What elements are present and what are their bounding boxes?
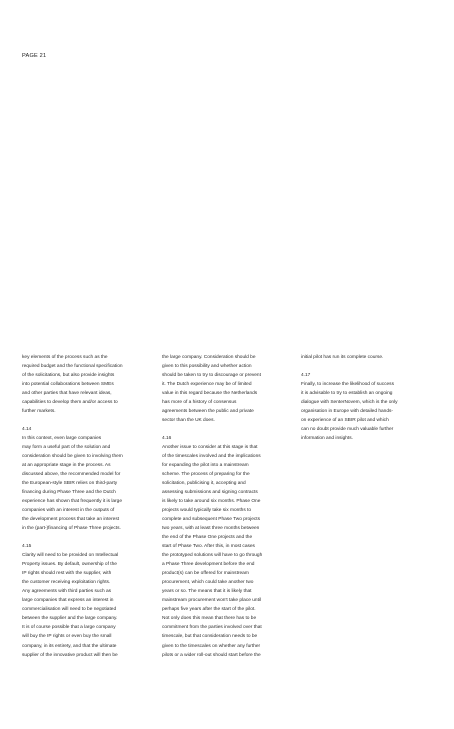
text-line: Any agreements with third parties such as xyxy=(22,589,112,595)
text-line: key elements of the process such as the xyxy=(22,355,108,360)
text-line: of the timescales involved and the implications xyxy=(162,454,261,460)
text-line: into potential collaborations between SMEs xyxy=(22,382,114,388)
text-line: consideration should be given to involving them xyxy=(22,454,123,460)
text-line: 4.14 xyxy=(22,427,32,433)
paragraph-gap xyxy=(162,425,290,434)
text-line: mainstream procurement won't take place until xyxy=(162,598,262,604)
text-line: discussed above, the recommended model for xyxy=(22,472,121,478)
text-line: scheme. The process of preparing for the xyxy=(162,472,250,478)
text-line: complete and subsequent Phase Two projects xyxy=(162,517,261,523)
text-line: IP rights should rest with the supplier, with xyxy=(22,571,112,577)
text-line: two years, with at least three months between xyxy=(162,526,260,532)
text-line: should be taken to try to discourage or prevent xyxy=(162,373,261,379)
text-line: it. The Dutch experience may be of limited xyxy=(162,382,252,388)
text-line: for expanding the pilot into a mainstream xyxy=(162,463,249,469)
text-line: Another issue to consider at this stage is that xyxy=(162,445,258,451)
text-line: at an appropriate stage in the process. As xyxy=(22,463,111,469)
text-line: solicitation, publicising it, accepting and xyxy=(162,481,246,487)
text-line: 4.17 xyxy=(301,373,311,379)
text-line: of the solicitations, but also provide insights xyxy=(22,373,115,379)
paragraph-gap xyxy=(22,416,150,425)
text-line: the end of the Phase One projects and the xyxy=(162,535,253,541)
text-line: Property issues. By default, ownership of the xyxy=(22,562,117,568)
text-line: has more of a history of consensus xyxy=(162,400,237,406)
text-line: product(s) can be offered for mainstream xyxy=(162,571,249,577)
text-line: years or so. The means that it is likely that xyxy=(162,589,252,595)
text-line: will buy the IP rights or even buy the small xyxy=(22,634,112,640)
text-line: assessing submissions and signing contracts xyxy=(162,490,258,496)
paragraph-gap xyxy=(22,533,150,542)
text-line: given to the timescales on whether any further xyxy=(162,643,261,649)
text-line: commitment from the parties involved over that xyxy=(162,625,262,631)
text-line: Clarity will need to be provided on Intellectual xyxy=(22,553,119,559)
text-line: large companies that express an interest in xyxy=(22,598,114,604)
text-line: is likely to take around six months. Phase One xyxy=(162,499,261,505)
text-column-2 xyxy=(162,353,290,660)
text-line: experience has shown that frequently it is large xyxy=(22,499,122,505)
text-line: information and insights. xyxy=(301,436,353,442)
text-line: can no doubt provide much valuable further xyxy=(301,427,394,433)
text-line: financing during Phase Three and the Dutch xyxy=(22,490,116,496)
text-line: may form a useful part of the solution and xyxy=(22,445,111,451)
text-line: agreements between the public and private xyxy=(162,409,254,415)
text-line: the prototyped solutions will have to go through xyxy=(162,553,263,559)
text-line: timescale, but that consideration needs to be xyxy=(162,634,258,640)
text-line: given to this possibility and whether action xyxy=(162,364,252,370)
text-line: It is of course possible that a large company xyxy=(22,625,116,631)
text-line: capabilities to develop them and/or access to xyxy=(22,400,118,406)
text-line: supplier of the innovative product will then be xyxy=(22,652,118,658)
text-line: initial pilot has run its complete course. xyxy=(301,355,384,360)
text-line: projects would typically take six months to xyxy=(162,508,252,514)
text-line: 4.15 xyxy=(22,544,32,550)
text-line: commercialisation will need to be negotiated xyxy=(22,607,117,613)
text-line: dialogue with SenterNovem, which is the only xyxy=(301,400,398,406)
text-line: sector than the UK does. xyxy=(162,418,215,424)
text-line: on experience of an SBIR pilot and which xyxy=(301,418,389,424)
text-line: in the (part-)financing of Phase Three projects. xyxy=(22,526,121,532)
text-line: Finally, to increase the likelihood of success xyxy=(301,382,394,388)
text-line: the large company. Consideration should be xyxy=(162,355,256,360)
text-line: perhaps five years after the start of the pilot. xyxy=(162,607,256,613)
text-line: required budget and the functional specification xyxy=(22,364,123,370)
text-line: pilots or a wider roll-out should start before the xyxy=(162,652,261,658)
text-line: further markets. xyxy=(22,409,56,415)
text-line: between the supplier and the large company. xyxy=(22,616,118,622)
text-line: the customer receiving exploitation rights. xyxy=(22,580,111,586)
text-line: it is advisable to try to establish an ongoing xyxy=(301,391,393,397)
text-column-3 xyxy=(301,353,429,443)
text-line: In this context, even large companies xyxy=(22,436,102,442)
text-line: Not only does this mean that there has to be xyxy=(162,616,257,622)
text-line: companies with an interest in the outputs of xyxy=(22,508,115,514)
paragraph-gap xyxy=(301,362,429,371)
text-line: the development process that take an interest xyxy=(22,517,120,523)
page-number: PAGE 21 xyxy=(22,53,47,59)
text-column-1 xyxy=(22,353,150,660)
text-line: a Phase Three development before the end xyxy=(162,562,255,568)
text-line: and other parties that have relevant ideas, xyxy=(22,391,112,397)
text-line: 4.16 xyxy=(162,436,172,442)
text-line: value in this regard because the Netherlands xyxy=(162,391,258,397)
text-line: start of Phase Two. After this, in most cases xyxy=(162,544,255,550)
text-line: procurement, which could take another two xyxy=(162,580,254,586)
text-line: company, in its entirety, and that the ultimate xyxy=(22,643,117,649)
text-line: organisation in Europe with detailed hands- xyxy=(301,409,394,415)
text-line: the European-style SBIR relies on third-party xyxy=(22,481,118,487)
